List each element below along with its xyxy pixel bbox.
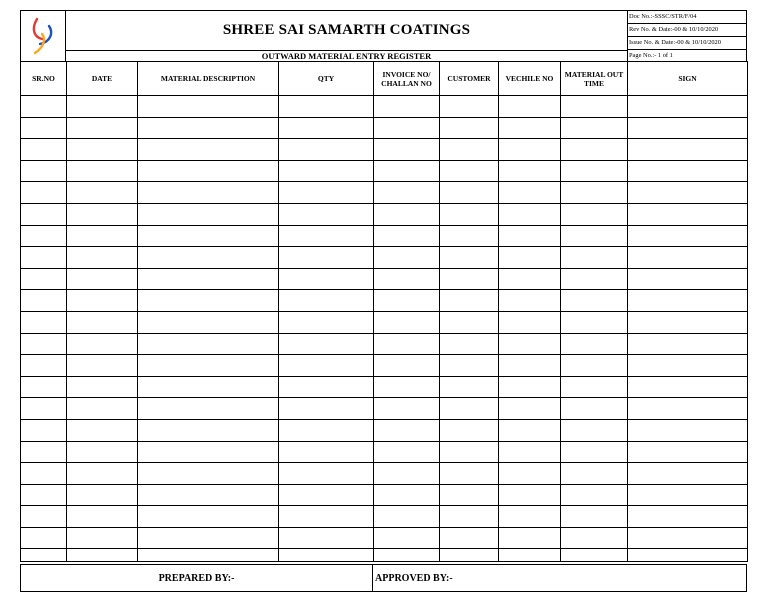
cell-material-out-time[interactable] <box>561 290 628 312</box>
cell-material-out-time[interactable] <box>561 203 628 225</box>
cell-date[interactable] <box>67 247 138 269</box>
register-title: OUTWARD MATERIAL ENTRY REGISTER <box>65 50 628 62</box>
cell-sign[interactable] <box>628 527 748 549</box>
cell-vechile-no[interactable] <box>499 160 561 182</box>
cell-customer[interactable] <box>440 247 499 269</box>
cell-qty[interactable] <box>279 203 374 225</box>
cell-invoice-challan-no[interactable] <box>374 463 440 485</box>
cell-vechile-no[interactable] <box>499 484 561 506</box>
cell-customer[interactable] <box>440 376 499 398</box>
register-sheet <box>20 10 747 592</box>
cell-date[interactable] <box>67 355 138 377</box>
cell-qty[interactable] <box>279 268 374 290</box>
cell-vechile-no[interactable] <box>499 311 561 333</box>
table-row <box>21 441 748 463</box>
cell-customer[interactable] <box>440 268 499 290</box>
column-header-sign: SIGN <box>628 62 748 96</box>
column-header-date: DATE <box>67 62 138 96</box>
cell-material-description[interactable] <box>138 96 279 118</box>
document-header <box>20 10 747 62</box>
cell-invoice-challan-no[interactable] <box>374 355 440 377</box>
cell-vechile-no[interactable] <box>499 247 561 269</box>
cell-qty[interactable] <box>279 139 374 161</box>
cell-date[interactable] <box>67 484 138 506</box>
cell-qty[interactable] <box>279 96 374 118</box>
cell-sign[interactable] <box>628 484 748 506</box>
cell-sr-no[interactable] <box>21 117 67 139</box>
cell-material-description[interactable] <box>138 117 279 139</box>
cell-material-description[interactable] <box>138 549 279 562</box>
cell-qty[interactable] <box>279 355 374 377</box>
cell-customer[interactable] <box>440 139 499 161</box>
cell-invoice-challan-no[interactable] <box>374 203 440 225</box>
cell-material-description[interactable] <box>138 290 279 312</box>
cell-vechile-no[interactable] <box>499 419 561 441</box>
cell-material-out-time[interactable] <box>561 355 628 377</box>
cell-customer[interactable] <box>440 160 499 182</box>
cell-invoice-challan-no[interactable] <box>374 441 440 463</box>
cell-vechile-no[interactable] <box>499 225 561 247</box>
cell-material-out-time[interactable] <box>561 398 628 420</box>
cell-date[interactable] <box>67 117 138 139</box>
cell-sr-no[interactable] <box>21 527 67 549</box>
cell-material-out-time[interactable] <box>561 268 628 290</box>
cell-customer[interactable] <box>440 311 499 333</box>
cell-sign[interactable] <box>628 203 748 225</box>
cell-sign[interactable] <box>628 355 748 377</box>
cell-vechile-no[interactable] <box>499 506 561 528</box>
company-logo-icon <box>30 17 56 55</box>
cell-customer[interactable] <box>440 549 499 562</box>
cell-date[interactable] <box>67 182 138 204</box>
cell-material-description[interactable] <box>138 225 279 247</box>
cell-invoice-challan-no[interactable] <box>374 182 440 204</box>
cell-sign[interactable] <box>628 549 748 562</box>
cell-invoice-challan-no[interactable] <box>374 333 440 355</box>
cell-material-out-time[interactable] <box>561 527 628 549</box>
cell-sign[interactable] <box>628 96 748 118</box>
cell-vechile-no[interactable] <box>499 398 561 420</box>
cell-vechile-no[interactable] <box>499 527 561 549</box>
cell-sr-no[interactable] <box>21 182 67 204</box>
cell-qty[interactable] <box>279 506 374 528</box>
cell-vechile-no[interactable] <box>499 96 561 118</box>
cell-invoice-challan-no[interactable] <box>374 247 440 269</box>
cell-material-out-time[interactable] <box>561 484 628 506</box>
cell-invoice-challan-no[interactable] <box>374 96 440 118</box>
cell-material-out-time[interactable] <box>561 463 628 485</box>
cell-qty[interactable] <box>279 376 374 398</box>
cell-date[interactable] <box>67 225 138 247</box>
cell-date[interactable] <box>67 333 138 355</box>
cell-material-description[interactable] <box>138 182 279 204</box>
cell-material-description[interactable] <box>138 419 279 441</box>
cell-customer[interactable] <box>440 355 499 377</box>
cell-date[interactable] <box>67 419 138 441</box>
table-row <box>21 182 748 204</box>
table-row <box>21 311 748 333</box>
cell-qty[interactable] <box>279 182 374 204</box>
table-row <box>21 139 748 161</box>
column-header-customer: CUSTOMER <box>440 62 499 96</box>
cell-customer[interactable] <box>440 398 499 420</box>
cell-sr-no[interactable] <box>21 398 67 420</box>
cell-sr-no[interactable] <box>21 247 67 269</box>
column-header-sr-no: SR.NO <box>21 62 67 96</box>
table-row <box>21 203 748 225</box>
cell-sign[interactable] <box>628 247 748 269</box>
prepared-by-label: PREPARED BY:- <box>20 564 373 592</box>
cell-date[interactable] <box>67 268 138 290</box>
cell-material-description[interactable] <box>138 376 279 398</box>
cell-date[interactable] <box>67 463 138 485</box>
cell-vechile-no[interactable] <box>499 182 561 204</box>
cell-date[interactable] <box>67 311 138 333</box>
cell-customer[interactable] <box>440 203 499 225</box>
cell-date[interactable] <box>67 398 138 420</box>
cell-sign[interactable] <box>628 398 748 420</box>
cell-date[interactable] <box>67 290 138 312</box>
cell-qty[interactable] <box>279 419 374 441</box>
doc-number: Doc No.:-SSSC/STR/F/04 <box>628 11 746 24</box>
table-row <box>21 247 748 269</box>
cell-sr-no[interactable] <box>21 96 67 118</box>
cell-material-description[interactable] <box>138 311 279 333</box>
cell-customer[interactable] <box>440 96 499 118</box>
cell-qty[interactable] <box>279 333 374 355</box>
issue-number: Issue No. & Date:-00 & 10/10/2020 <box>628 37 746 50</box>
cell-material-out-time[interactable] <box>561 549 628 562</box>
cell-material-description[interactable] <box>138 139 279 161</box>
cell-qty[interactable] <box>279 160 374 182</box>
cell-customer[interactable] <box>440 290 499 312</box>
table-row <box>21 463 748 485</box>
cell-sign[interactable] <box>628 290 748 312</box>
cell-material-description[interactable] <box>138 441 279 463</box>
cell-qty[interactable] <box>279 117 374 139</box>
cell-material-out-time[interactable] <box>561 376 628 398</box>
cell-qty[interactable] <box>279 311 374 333</box>
cell-material-out-time[interactable] <box>561 225 628 247</box>
table-row <box>21 549 748 562</box>
cell-invoice-challan-no[interactable] <box>374 290 440 312</box>
cell-vechile-no[interactable] <box>499 376 561 398</box>
cell-date[interactable] <box>67 203 138 225</box>
column-header-vechile-no: VECHILE NO <box>499 62 561 96</box>
cell-customer[interactable] <box>440 484 499 506</box>
cell-invoice-challan-no[interactable] <box>374 117 440 139</box>
cell-sr-no[interactable] <box>21 139 67 161</box>
cell-material-description[interactable] <box>138 398 279 420</box>
table-row <box>21 398 748 420</box>
cell-material-description[interactable] <box>138 463 279 485</box>
cell-vechile-no[interactable] <box>499 333 561 355</box>
cell-material-out-time[interactable] <box>561 333 628 355</box>
cell-qty[interactable] <box>279 463 374 485</box>
document-control-info <box>627 10 747 62</box>
cell-sr-no[interactable] <box>21 160 67 182</box>
cell-invoice-challan-no[interactable] <box>374 268 440 290</box>
approved-by-label: APPROVED BY:- <box>372 564 747 592</box>
cell-qty[interactable] <box>279 290 374 312</box>
cell-sr-no[interactable] <box>21 484 67 506</box>
cell-customer[interactable] <box>440 419 499 441</box>
cell-sign[interactable] <box>628 182 748 204</box>
cell-sr-no[interactable] <box>21 355 67 377</box>
table-row <box>21 117 748 139</box>
column-header-material-out-time: MATERIAL OUT TIME <box>561 62 628 96</box>
cell-qty[interactable] <box>279 441 374 463</box>
cell-invoice-challan-no[interactable] <box>374 311 440 333</box>
cell-sr-no[interactable] <box>21 203 67 225</box>
cell-sign[interactable] <box>628 225 748 247</box>
cell-sign[interactable] <box>628 268 748 290</box>
cell-invoice-challan-no[interactable] <box>374 549 440 562</box>
cell-sign[interactable] <box>628 139 748 161</box>
table-header-row <box>21 62 748 96</box>
cell-date[interactable] <box>67 376 138 398</box>
cell-vechile-no[interactable] <box>499 463 561 485</box>
cell-sign[interactable] <box>628 376 748 398</box>
cell-sign[interactable] <box>628 419 748 441</box>
cell-material-description[interactable] <box>138 484 279 506</box>
cell-date[interactable] <box>67 506 138 528</box>
cell-qty[interactable] <box>279 225 374 247</box>
cell-vechile-no[interactable] <box>499 355 561 377</box>
cell-qty[interactable] <box>279 549 374 562</box>
cell-invoice-challan-no[interactable] <box>374 484 440 506</box>
table-row <box>21 355 748 377</box>
cell-material-description[interactable] <box>138 333 279 355</box>
cell-qty[interactable] <box>279 247 374 269</box>
cell-vechile-no[interactable] <box>499 549 561 562</box>
cell-invoice-challan-no[interactable] <box>374 139 440 161</box>
cell-sr-no[interactable] <box>21 419 67 441</box>
cell-sign[interactable] <box>628 441 748 463</box>
cell-invoice-challan-no[interactable] <box>374 376 440 398</box>
cell-sr-no[interactable] <box>21 463 67 485</box>
cell-material-out-time[interactable] <box>561 160 628 182</box>
cell-sign[interactable] <box>628 463 748 485</box>
table-row <box>21 225 748 247</box>
cell-customer[interactable] <box>440 441 499 463</box>
table-row <box>21 376 748 398</box>
cell-material-description[interactable] <box>138 506 279 528</box>
cell-material-out-time[interactable] <box>561 96 628 118</box>
cell-material-description[interactable] <box>138 203 279 225</box>
cell-customer[interactable] <box>440 225 499 247</box>
cell-sr-no[interactable] <box>21 290 67 312</box>
cell-vechile-no[interactable] <box>499 441 561 463</box>
cell-customer[interactable] <box>440 463 499 485</box>
cell-material-description[interactable] <box>138 247 279 269</box>
cell-sign[interactable] <box>628 311 748 333</box>
cell-sr-no[interactable] <box>21 333 67 355</box>
cell-vechile-no[interactable] <box>499 268 561 290</box>
signature-footer <box>20 564 747 592</box>
cell-material-out-time[interactable] <box>561 311 628 333</box>
cell-sign[interactable] <box>628 333 748 355</box>
cell-sr-no[interactable] <box>21 311 67 333</box>
cell-date[interactable] <box>67 160 138 182</box>
cell-material-description[interactable] <box>138 355 279 377</box>
cell-invoice-challan-no[interactable] <box>374 160 440 182</box>
company-name: SHREE SAI SAMARTH COATINGS <box>65 10 628 51</box>
cell-date[interactable] <box>67 549 138 562</box>
cell-date[interactable] <box>67 139 138 161</box>
cell-vechile-no[interactable] <box>499 290 561 312</box>
table-row <box>21 419 748 441</box>
cell-qty[interactable] <box>279 527 374 549</box>
cell-customer[interactable] <box>440 506 499 528</box>
cell-vechile-no[interactable] <box>499 117 561 139</box>
table-row <box>21 484 748 506</box>
cell-customer[interactable] <box>440 117 499 139</box>
cell-material-out-time[interactable] <box>561 182 628 204</box>
cell-sr-no[interactable] <box>21 506 67 528</box>
table-row <box>21 506 748 528</box>
cell-sr-no[interactable] <box>21 441 67 463</box>
cell-material-out-time[interactable] <box>561 419 628 441</box>
cell-sr-no[interactable] <box>21 549 67 562</box>
cell-customer[interactable] <box>440 333 499 355</box>
logo-cell <box>20 10 66 62</box>
cell-date[interactable] <box>67 441 138 463</box>
cell-vechile-no[interactable] <box>499 139 561 161</box>
cell-customer[interactable] <box>440 527 499 549</box>
cell-sr-no[interactable] <box>21 225 67 247</box>
page-number: Page No.:- 1 of 1 <box>629 52 673 59</box>
cell-material-description[interactable] <box>138 160 279 182</box>
cell-sign[interactable] <box>628 160 748 182</box>
cell-material-out-time[interactable] <box>561 441 628 463</box>
cell-invoice-challan-no[interactable] <box>374 527 440 549</box>
cell-sign[interactable] <box>628 506 748 528</box>
table-row <box>21 527 748 549</box>
cell-material-out-time[interactable] <box>561 139 628 161</box>
cell-qty[interactable] <box>279 398 374 420</box>
revision-number: Rev No. & Date:-00 & 10/10/2020 <box>628 24 746 37</box>
cell-material-description[interactable] <box>138 527 279 549</box>
cell-vechile-no[interactable] <box>499 203 561 225</box>
cell-invoice-challan-no[interactable] <box>374 506 440 528</box>
cell-material-out-time[interactable] <box>561 117 628 139</box>
cell-material-description[interactable] <box>138 268 279 290</box>
cell-invoice-challan-no[interactable] <box>374 225 440 247</box>
cell-sr-no[interactable] <box>21 268 67 290</box>
cell-customer[interactable] <box>440 182 499 204</box>
table-row <box>21 290 748 312</box>
cell-sr-no[interactable] <box>21 376 67 398</box>
cell-invoice-challan-no[interactable] <box>374 398 440 420</box>
column-header-invoice-challan-no: INVOICE NO/ CHALLAN NO <box>374 62 440 96</box>
cell-material-out-time[interactable] <box>561 506 628 528</box>
table-row <box>21 268 748 290</box>
table-row <box>21 333 748 355</box>
cell-invoice-challan-no[interactable] <box>374 419 440 441</box>
table-row <box>21 160 748 182</box>
table-row <box>21 96 748 118</box>
cell-qty[interactable] <box>279 484 374 506</box>
column-header-material-description: MATERIAL DESCRIPTION <box>138 62 279 96</box>
cell-date[interactable] <box>67 96 138 118</box>
cell-date[interactable] <box>67 527 138 549</box>
cell-material-out-time[interactable] <box>561 247 628 269</box>
column-header-qty: QTY <box>279 62 374 96</box>
cell-sign[interactable] <box>628 117 748 139</box>
entry-register-table <box>20 61 748 562</box>
